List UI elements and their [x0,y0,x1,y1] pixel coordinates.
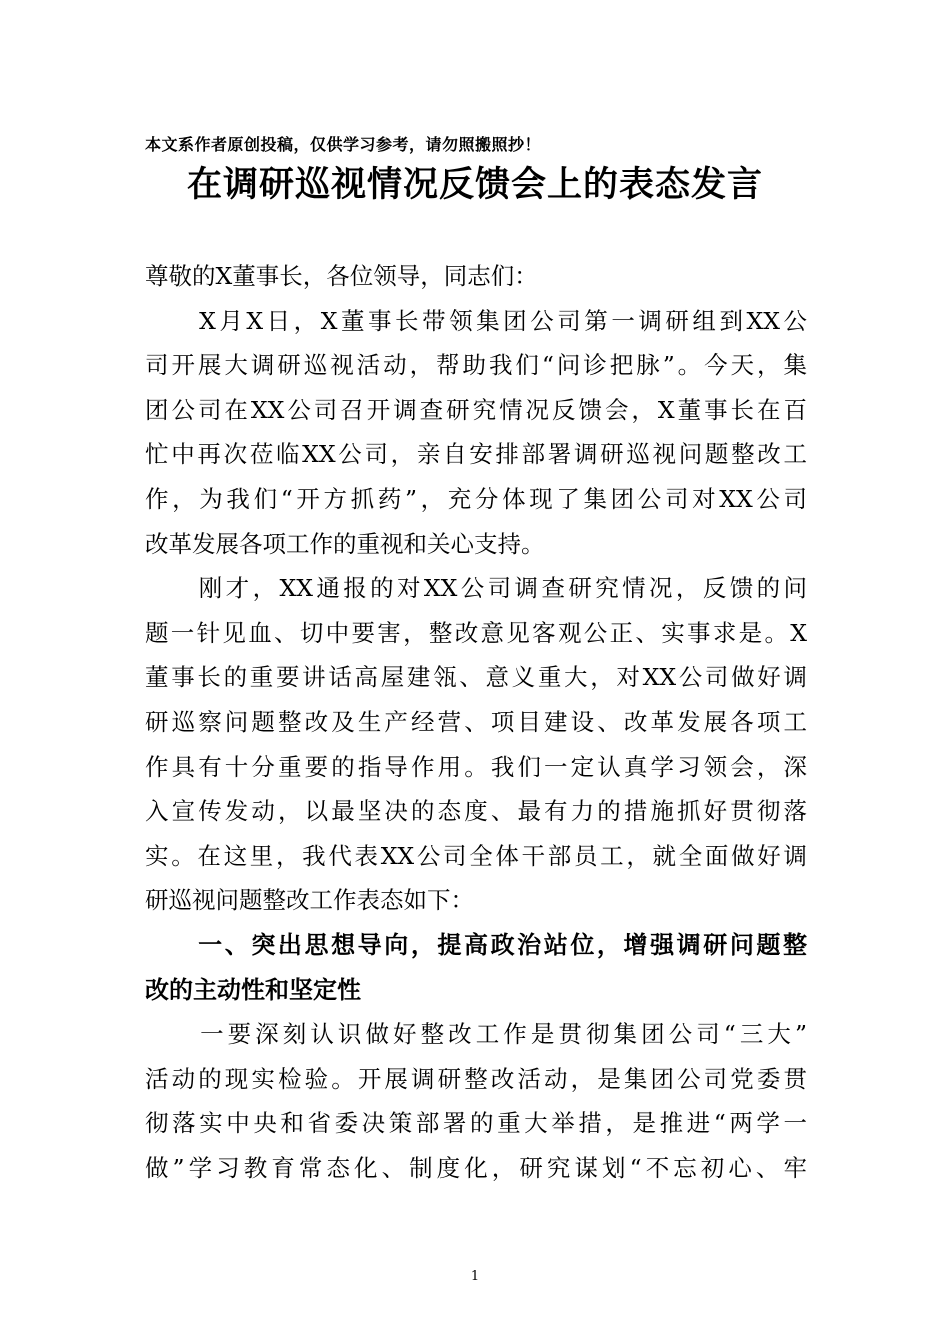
body-line: 一要深刻认识做好整改工作是贯彻集团公司“三大” [145,1020,807,1049]
body-line: 做”学习教育常态化、制度化，研究谋划“不忘初心、牢 [145,1153,807,1182]
body-line: 司开展大调研巡视活动，帮助我们“问诊把脉”。今天，集 [145,351,807,380]
body-line: X月X日，X董事长带领集团公司第一调研组到XX公 [145,306,807,335]
page-number: 1 [470,1269,480,1284]
document-body [145,254,807,1190]
section-heading: 改的主动性和坚定性 [145,975,361,1004]
body-line: 彻落实中央和省委决策部署的重大举措，是推进“两学一 [145,1109,807,1138]
body-line: 董事长的重要讲话高屋建瓴、意义重大，对XX公司做好调 [145,663,807,692]
body-line: 实。在这里，我代表XX公司全体干部员工，就全面做好调 [145,841,807,870]
body-line: 入宣传发动，以最坚决的态度、最有力的措施抓好贯彻落 [145,797,807,826]
body-line: 题一针见血、切中要害，整改意见客观公正、实事求是。X [145,618,807,647]
copyright-notice: 本文系作者原创投稿，仅供学习参考，请勿照搬照抄！ [145,135,542,154]
body-line: 研巡视问题整改工作表态如下： [145,886,474,915]
body-line: 研巡察问题整改及生产经营、项目建设、改革发展各项工 [145,707,807,736]
body-line: 作具有十分重要的指导作用。我们一定认真学习领会，深 [145,752,807,781]
body-line: 忙中再次莅临XX公司，亲自安排部署调研巡视问题整改工 [145,440,807,469]
body-line: 改革发展各项工作的重视和关心支持。 [145,529,545,558]
salutation: 尊敬的X董事长，各位领导，同志们： [145,262,538,290]
body-line: 作，为我们“开方抓药”，充分体现了集团公司对XX公司 [145,484,807,513]
document-title: 在调研巡视情况反馈会上的表态发言 [186,164,763,205]
section-heading: 一、突出思想导向，提高政治站位，增强调研问题整 [145,930,807,959]
body-line: 活动的现实检验。开展调研整改活动，是集团公司党委贯 [145,1064,807,1093]
body-line: 刚才，XX通报的对XX公司调查研究情况，反馈的问 [145,574,807,603]
body-line: 团公司在XX公司召开调查研究情况反馈会，X董事长在百 [145,395,807,424]
